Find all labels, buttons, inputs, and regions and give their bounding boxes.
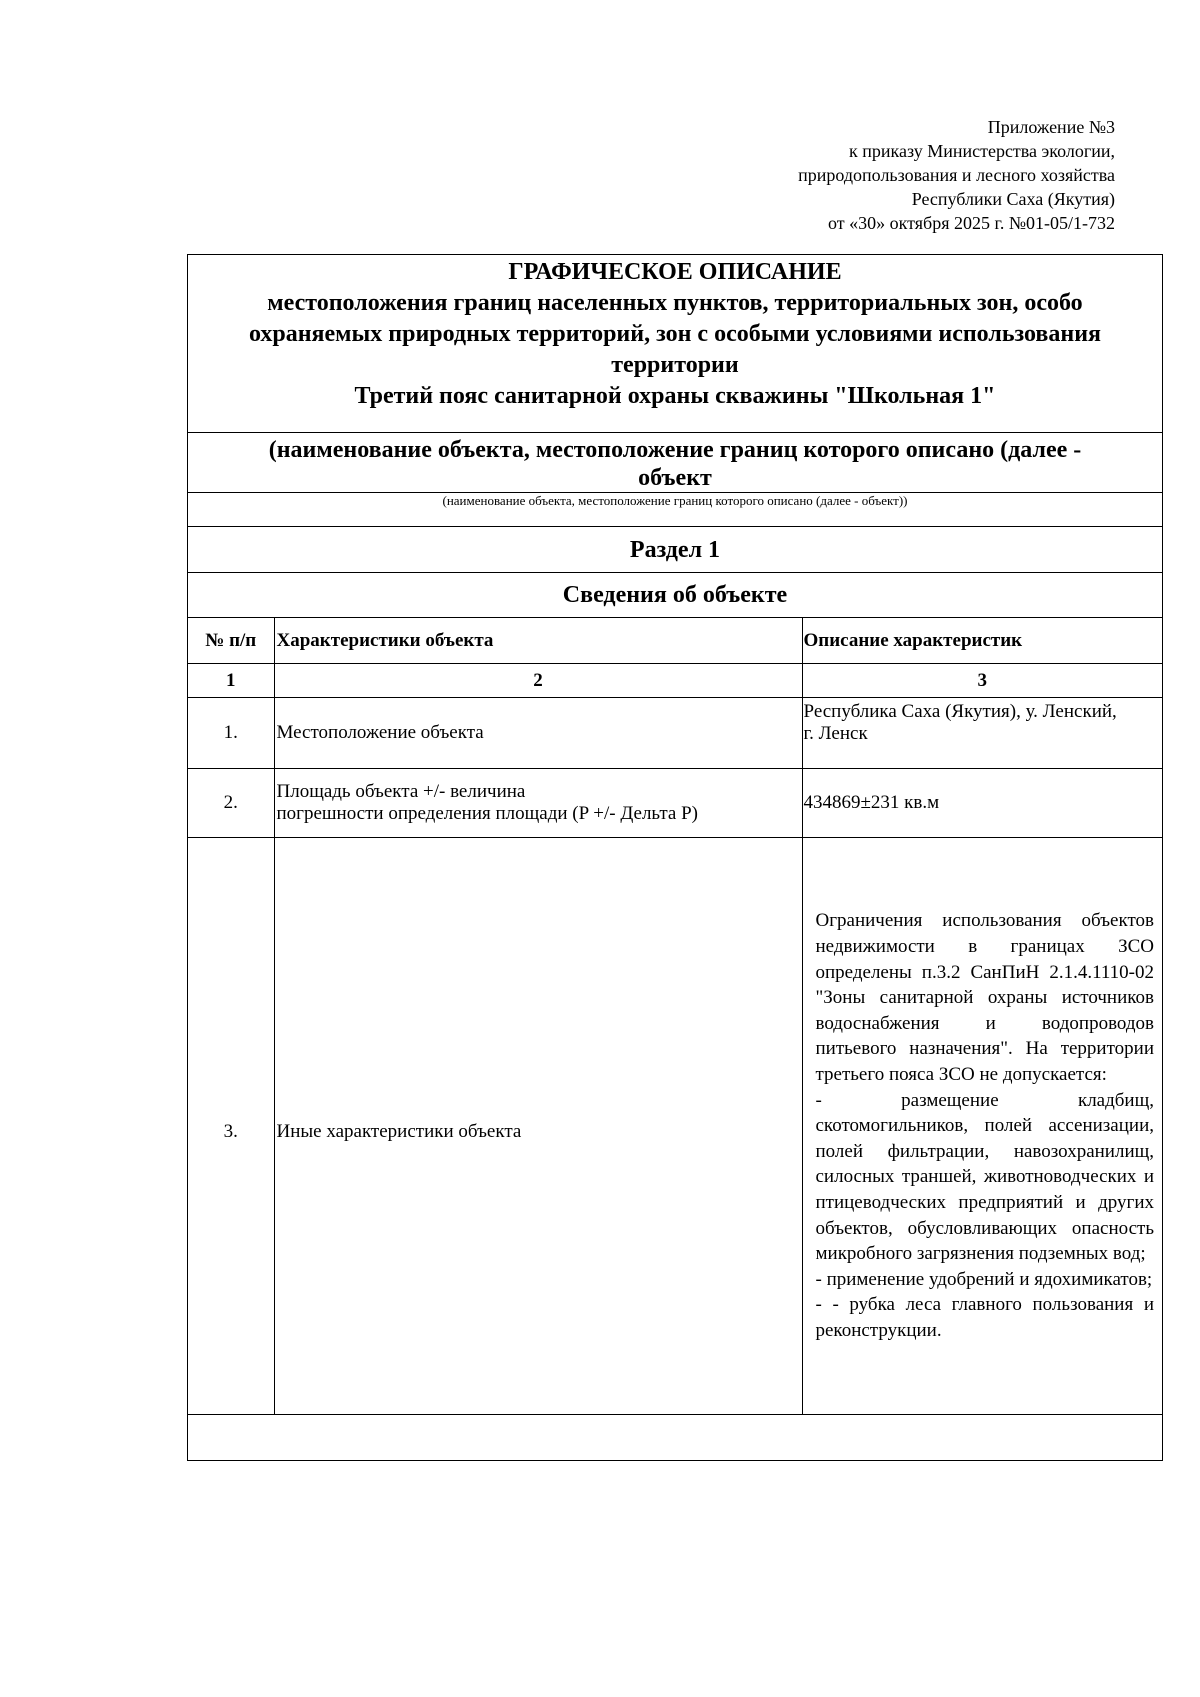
table-row bbox=[188, 698, 1162, 769]
object-info-table bbox=[188, 618, 1162, 1415]
row-description: 434869±231 кв.м bbox=[802, 769, 1162, 838]
table-row bbox=[188, 769, 1162, 838]
object-name-caption: (наименование объекта, местоположение границ которого описано (далее - объект)) bbox=[188, 493, 1162, 527]
row-description bbox=[802, 698, 1162, 769]
restrictions-paragraph: - размещение кладбищ, скотомогильников, полей ассенизации, полей фильтрации, навозохранилищ, силосных траншей, животноводческих и птицеводческих предприятий и других объектов, обусловливающих опасность микробного загрязнения подземных вод; bbox=[815, 1089, 1154, 1265]
row-number: 1. bbox=[188, 698, 274, 769]
header-cell: № п/п bbox=[188, 618, 274, 664]
column-number: 2 bbox=[274, 664, 802, 698]
row-number: 3. bbox=[188, 838, 274, 1415]
restrictions-paragraph: - применение удобрений и ядохимикатов; bbox=[815, 1268, 1153, 1290]
document-title: ГРАФИЧЕСКОЕ ОПИСАНИЕ bbox=[508, 259, 842, 285]
object-name-block bbox=[188, 433, 1162, 493]
appendix-line: от «30» октября 2025 г. №01-05/1-732 bbox=[828, 213, 1115, 233]
row-characteristic: Местоположение объекта bbox=[274, 698, 802, 769]
row-characteristic bbox=[274, 769, 802, 838]
appendix-header bbox=[555, 115, 1115, 235]
column-number: 1 bbox=[188, 664, 274, 698]
section-subtitle: Сведения об объекте bbox=[188, 573, 1162, 618]
title-line: территории bbox=[611, 352, 739, 378]
description-line: г. Ленск bbox=[803, 723, 868, 744]
object-name-line: объект bbox=[638, 465, 712, 491]
characteristic-line: погрешности определения площади (P +/- Дельта P) bbox=[276, 803, 698, 824]
restrictions-paragraph: Ограничения использования объектов недвижимости в границах ЗСО определены п.3.2 СанПиН 2.1.4.1110-02 "Зоны санитарной охраны источников водоснабжения и водопроводов питьевого назначения". На территории третьего пояса ЗСО не допускается: bbox=[815, 910, 1154, 1086]
description-line: Республика Саха (Якутия), у. Ленский, bbox=[803, 701, 1117, 722]
title-line: охраняемых природных территорий, зон с особыми условиями использования bbox=[248, 321, 1102, 347]
section-title: Раздел 1 bbox=[188, 527, 1162, 573]
column-number-row bbox=[188, 664, 1162, 698]
appendix-line: к приказу Министерства экологии, bbox=[848, 141, 1115, 161]
restrictions-text bbox=[804, 908, 1163, 1343]
appendix-line: Республики Саха (Якутия) bbox=[911, 189, 1115, 209]
column-number: 3 bbox=[802, 664, 1162, 698]
object-name-line: (наименование объекта, местоположение границ которого описано (далее - bbox=[268, 437, 1082, 463]
row-description bbox=[802, 838, 1162, 1415]
appendix-line: Приложение №3 bbox=[987, 117, 1115, 137]
table-header-row bbox=[188, 618, 1162, 664]
header-cell: Описание характеристик bbox=[802, 618, 1162, 664]
title-block bbox=[188, 255, 1162, 433]
appendix-line: природопользования и лесного хозяйства bbox=[798, 165, 1115, 185]
row-number: 2. bbox=[188, 769, 274, 838]
row-characteristic: Иные характеристики объекта bbox=[274, 838, 802, 1415]
object-title: Третий пояс санитарной охраны скважины "Школьная 1" bbox=[354, 383, 996, 409]
title-line: местоположения границ населенных пунктов, территориальных зон, особо bbox=[267, 290, 1083, 316]
empty-footer-row bbox=[188, 1415, 1162, 1460]
document-frame bbox=[187, 254, 1163, 1461]
characteristic-line: Площадь объекта +/- величина bbox=[276, 781, 526, 802]
restrictions-paragraph: - - рубка леса главного пользования и реконструкции. bbox=[815, 1294, 1154, 1341]
header-cell: Характеристики объекта bbox=[274, 618, 802, 664]
table-row bbox=[188, 838, 1162, 1415]
